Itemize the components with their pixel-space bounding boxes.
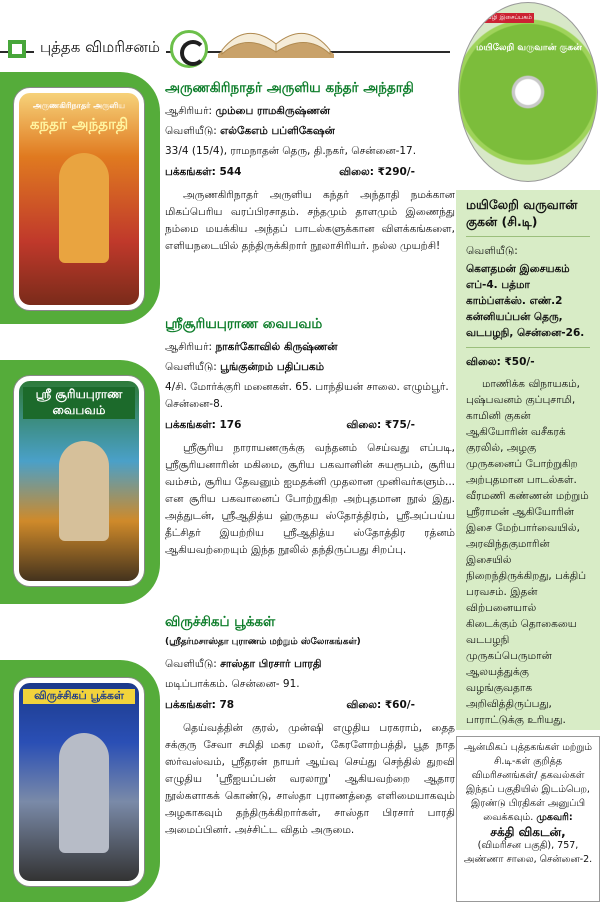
cd-disc-image: [458, 2, 598, 182]
submission-note: [456, 736, 600, 902]
publisher-address: 4/சி. மோர்க்குரி மனைகள். 65. பாந்தியன் சாலை. எழும்பூர். சென்னை-8.: [165, 381, 449, 410]
section-header: [0, 0, 450, 78]
cd-label: மேகவழி இசைப்பகம்: [473, 14, 532, 21]
cd-review-title: மயிலேறி வருவான் குகன் (சி.டி): [466, 196, 590, 237]
deity-figure-image: [59, 441, 109, 541]
deity-figure-image: [59, 733, 109, 853]
publisher-label: வெளியீடு:: [165, 361, 217, 373]
deity-figure-image: [59, 153, 109, 263]
cover-2-title: ஸ்ரீ சூரியபுராண வைபவம்: [23, 387, 135, 419]
publisher-name: எல்கேஎம் பப்ளிகேஷன்: [220, 125, 335, 137]
publisher-address: கௌதமன் இசையகம் எப்-4. பத்மா காம்ப்ளக்ஸ். எண்.2 கன்னியப்பன் தெரு, வடபழநி, சென்னை-26.: [466, 261, 590, 348]
pages-count: பக்கங்கள்: 176: [165, 419, 242, 431]
cd-review-body: மாணிக்க விநாயகம், புஷ்பவனம் குப்புசாமி, காமினி குகன் ஆகியோரின் வசீகரக் குரலில், அழகு முருகனைப் போற்றுகிற அற்புதமான பாடல்கள். வீரமணி கண்ணன் மற்றும் ஸ்ரீராமன் ஆகியோரின் இசை மேற்பார்வையில், அரவிந்தகுமாரின் இசையில் நிறைந்திருக்கிறது, பக்திப் பரவசம். இதன் விற்பனையால் கிடைக்கும் தொகையை வடபழநி முருகப்பெருமான் ஆலயத்துக்கு வழங்குவதாக அறிவித்திருப்பது, பாராட்டுக்கு உரியது.: [466, 378, 589, 726]
pages-price-row: [165, 697, 455, 714]
recycle-logo-icon: [170, 30, 208, 68]
review-article-1: [165, 80, 455, 255]
section-title: புத்தக விமரிசனம்: [34, 38, 166, 58]
pages-price-row: [165, 164, 455, 181]
review-body: ஸ்ரீசூரிய நாராயணருக்கு வந்தனம் செய்வது எப்படி, ஸ்ரீசூரியனாரின் மகிமை, சூரிய பகவானின் சுயரூபம், சூரிய வம்சம், சூரிய தேவனும் ஐமதக்னி முதலான முனிவர்களும்... என சூரிய பகவானைப் போற்றுகிற அற்புதமான நூல் இது. அத்துடன், ஸ்ரீஆதித்ய ஹ்ருதய ஸ்தோத்திரம், ஸ்ரீஅப்பய்ய தீட்சிதர் இயற்றிய ஸ்ரீஆதித்ய ஸ்தோத்திர ரத்னம் ஆகியவற்றையும் இந்த நூலில் தந்திருப்பது சிறப்பு.: [165, 442, 455, 556]
pages-count: பக்கங்கள்: 78: [165, 699, 235, 711]
review-body: தெய்வத்தின் குரல், முன்ஷி எழுதிய பரகராம், தைத சக்குரு சேவா சமிதி மகர மலர், கேரளோற்பத்தி, பூத நாத ஸர்வஸ்வம், ஸ்ரீதரன் நாயர் ஆய்வு செய்து செந்தில் துறவி எழுதிய 'ஸ்ரீஐயப்பன் வரலாறு' ஆகியவற்றை ஆதார நூல்களாகக் கொண்டு, சாஸ்தா புராணத்தை எளிமையாகவும் அழகாகவும் தந்திருக்கிறார்கள், சாஸ்தா பிரசார் பாரதி அமைப்பினர். அச்சிட்ட விதம் அருமை.: [165, 722, 455, 836]
publisher-name: பூங்குன்றம் பதிப்பகம்: [220, 361, 325, 373]
publisher-address: 33/4 (15/4), ராமநாதன் தெரு, தி.நகர், சென்னை-17.: [165, 145, 417, 157]
address-label: முகவரி:: [536, 812, 573, 823]
article-author: [165, 103, 455, 120]
pages-count: பக்கங்கள்: 544: [165, 166, 242, 178]
article-author: [165, 339, 455, 356]
article-title: ஸ்ரீசூரியபுராண வைபவம்: [165, 316, 323, 332]
article-publisher: [165, 123, 455, 140]
cd-review-panel: [456, 190, 600, 730]
price: விலை: ₹60/-: [346, 699, 415, 711]
price: விலை: ₹75/-: [346, 419, 415, 431]
publisher-address: மடிப்பாக்கம். சென்னை- 91.: [165, 678, 300, 690]
magazine-name: சக்தி விகடன்,: [490, 825, 566, 839]
review-article-2: [165, 316, 455, 559]
book-cover-kandhar-andhadhi: [14, 88, 144, 310]
cover-3-title: விருச்சிகப் பூக்கள்: [23, 689, 135, 704]
article-publisher: [165, 656, 455, 673]
cover-1-subtitle: அருணகிரிநாதர் அருளிய: [32, 101, 126, 110]
cover-1-title: கந்தர் அந்தாதி: [29, 115, 129, 133]
magazine-address: (விமரிசன பகுதி), 757, அண்ணா சாலை, சென்னை-2.: [463, 840, 593, 865]
square-bullet-icon: [8, 40, 26, 58]
publisher-name: சாஸ்தா பிரசார் பாரதி: [220, 658, 322, 670]
article-subtitle: (ஸ்ரீதர்மசாஸ்தா புராணம் மற்றும் ஸ்லோகங்கள்): [165, 637, 361, 647]
price: விலை: ₹290/-: [339, 166, 415, 178]
book-cover-viruchika-pookal: [14, 678, 144, 886]
price: விலை: ₹50/-: [466, 356, 535, 368]
pages-price-row: [165, 417, 455, 434]
review-article-3: [165, 614, 455, 839]
publisher-label: வெளியீடு:: [165, 125, 217, 137]
article-publisher: [165, 359, 455, 376]
article-title: விருச்சிகப் பூக்கள்: [165, 614, 276, 630]
publisher-label: வெளியீடு:: [165, 658, 217, 670]
publisher-label: வெளியீடு:: [466, 245, 518, 257]
author-name: மும்பை ராமகிருஷ்ணன்: [215, 105, 330, 117]
author-name: நாகர்கோவில் கிருஷ்ணன்: [215, 341, 338, 353]
open-book-icon: [216, 14, 336, 58]
cd-title: மயிலேறி வருவான் குகன்: [476, 43, 582, 53]
author-label: ஆசிரியர்:: [165, 105, 213, 117]
author-label: ஆசிரியர்:: [165, 341, 213, 353]
article-title: அருணகிரிநாதர் அருளிய கந்தர் அந்தாதி: [165, 80, 414, 96]
note-text: ஆன்மிகப் புத்தகங்கள் மற்றும் சி.டி-கள் குறித்த விமரிசனங்கள்/ தகவல்கள் இந்தப் பகுதியில் இடம்பெற, இரண்டு பிரதிகள் அனுப்பி வைக்கவும்.: [464, 742, 592, 823]
review-body: அருணகிரிநாதர் அருளிய கந்தர் அந்தாதி நமக்கான மிகப்பெரிய வரப்பிரசாதம். சந்தமும் தாளமும் இணைந்து நம்மை மயக்கிய அந்தப் பாடல்களுக்கான விளக்கங்களை, எளியநடையில் தந்திருக்கிறார் நூலாசிரியர். நல்ல முயற்சி!: [165, 189, 455, 252]
book-cover-surya-purana: [14, 376, 144, 586]
